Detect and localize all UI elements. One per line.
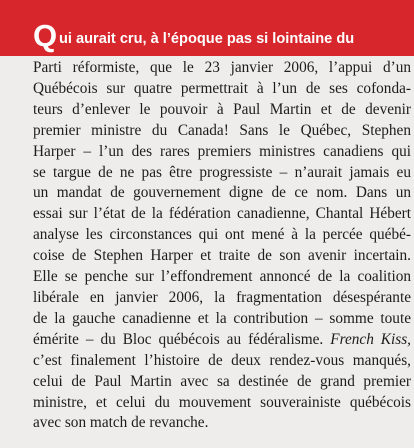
body-line: essai sur l’état de la fédération canadienne, Chantal Hébert: [33, 205, 411, 223]
body-line: Québécois sur quatre permettrait à l’un de ses cofonda-: [33, 79, 411, 97]
body-line-text: émérite – du Bloc québécois au fédéralisme.: [33, 330, 324, 348]
body-line: de la gauche canadienne et la contribution – somme toute: [33, 309, 411, 327]
body-line: celui de Paul Martin avec sa destinée de grand premier: [33, 372, 411, 390]
body-line: c’est finalement l’histoire de deux rendez-vous manqués,: [33, 351, 411, 369]
body-line: avec son match de revanche.: [33, 414, 209, 432]
body-line: [33, 330, 411, 351]
body-line: se targue de ne pas être progressiste – n’aurait jamais eu: [33, 163, 411, 181]
body-line: teurs d’enlever le pouvoir à Paul Martin et de devenir: [33, 100, 411, 118]
body-line: un mandat de gouvernement digne de ce nom. Dans un: [33, 184, 411, 202]
body-line: premier ministre du Canada! Sans le Québec, Stephen: [33, 121, 411, 139]
body-line: Harper – l’un des rares premiers ministres canadiens qui: [33, 142, 411, 160]
body-line: libérale en janvier 2006, la fragmentation désespérante: [33, 288, 411, 306]
drop-cap-letter: Q: [33, 18, 58, 53]
synopsis-paragraph: [33, 58, 411, 434]
book-title-italic: French Kiss,: [330, 330, 411, 348]
body-line: Elle se penche sur l’effondrement annoncé de la coalition: [33, 268, 411, 286]
body-line: Parti réformiste, que le 23 janvier 2006, l’appui d’un: [33, 59, 411, 76]
body-line: analyse les circonstances qui ont mené à la percée québé-: [33, 226, 411, 244]
body-line: coise de Stephen Harper et traite de son avenir incertain.: [33, 247, 411, 265]
lead-sentence: ui aurait cru, à l’époque pas si lointaine du: [59, 31, 355, 47]
body-line: ministre, et celui du mouvement souverainiste québécois: [33, 393, 411, 411]
